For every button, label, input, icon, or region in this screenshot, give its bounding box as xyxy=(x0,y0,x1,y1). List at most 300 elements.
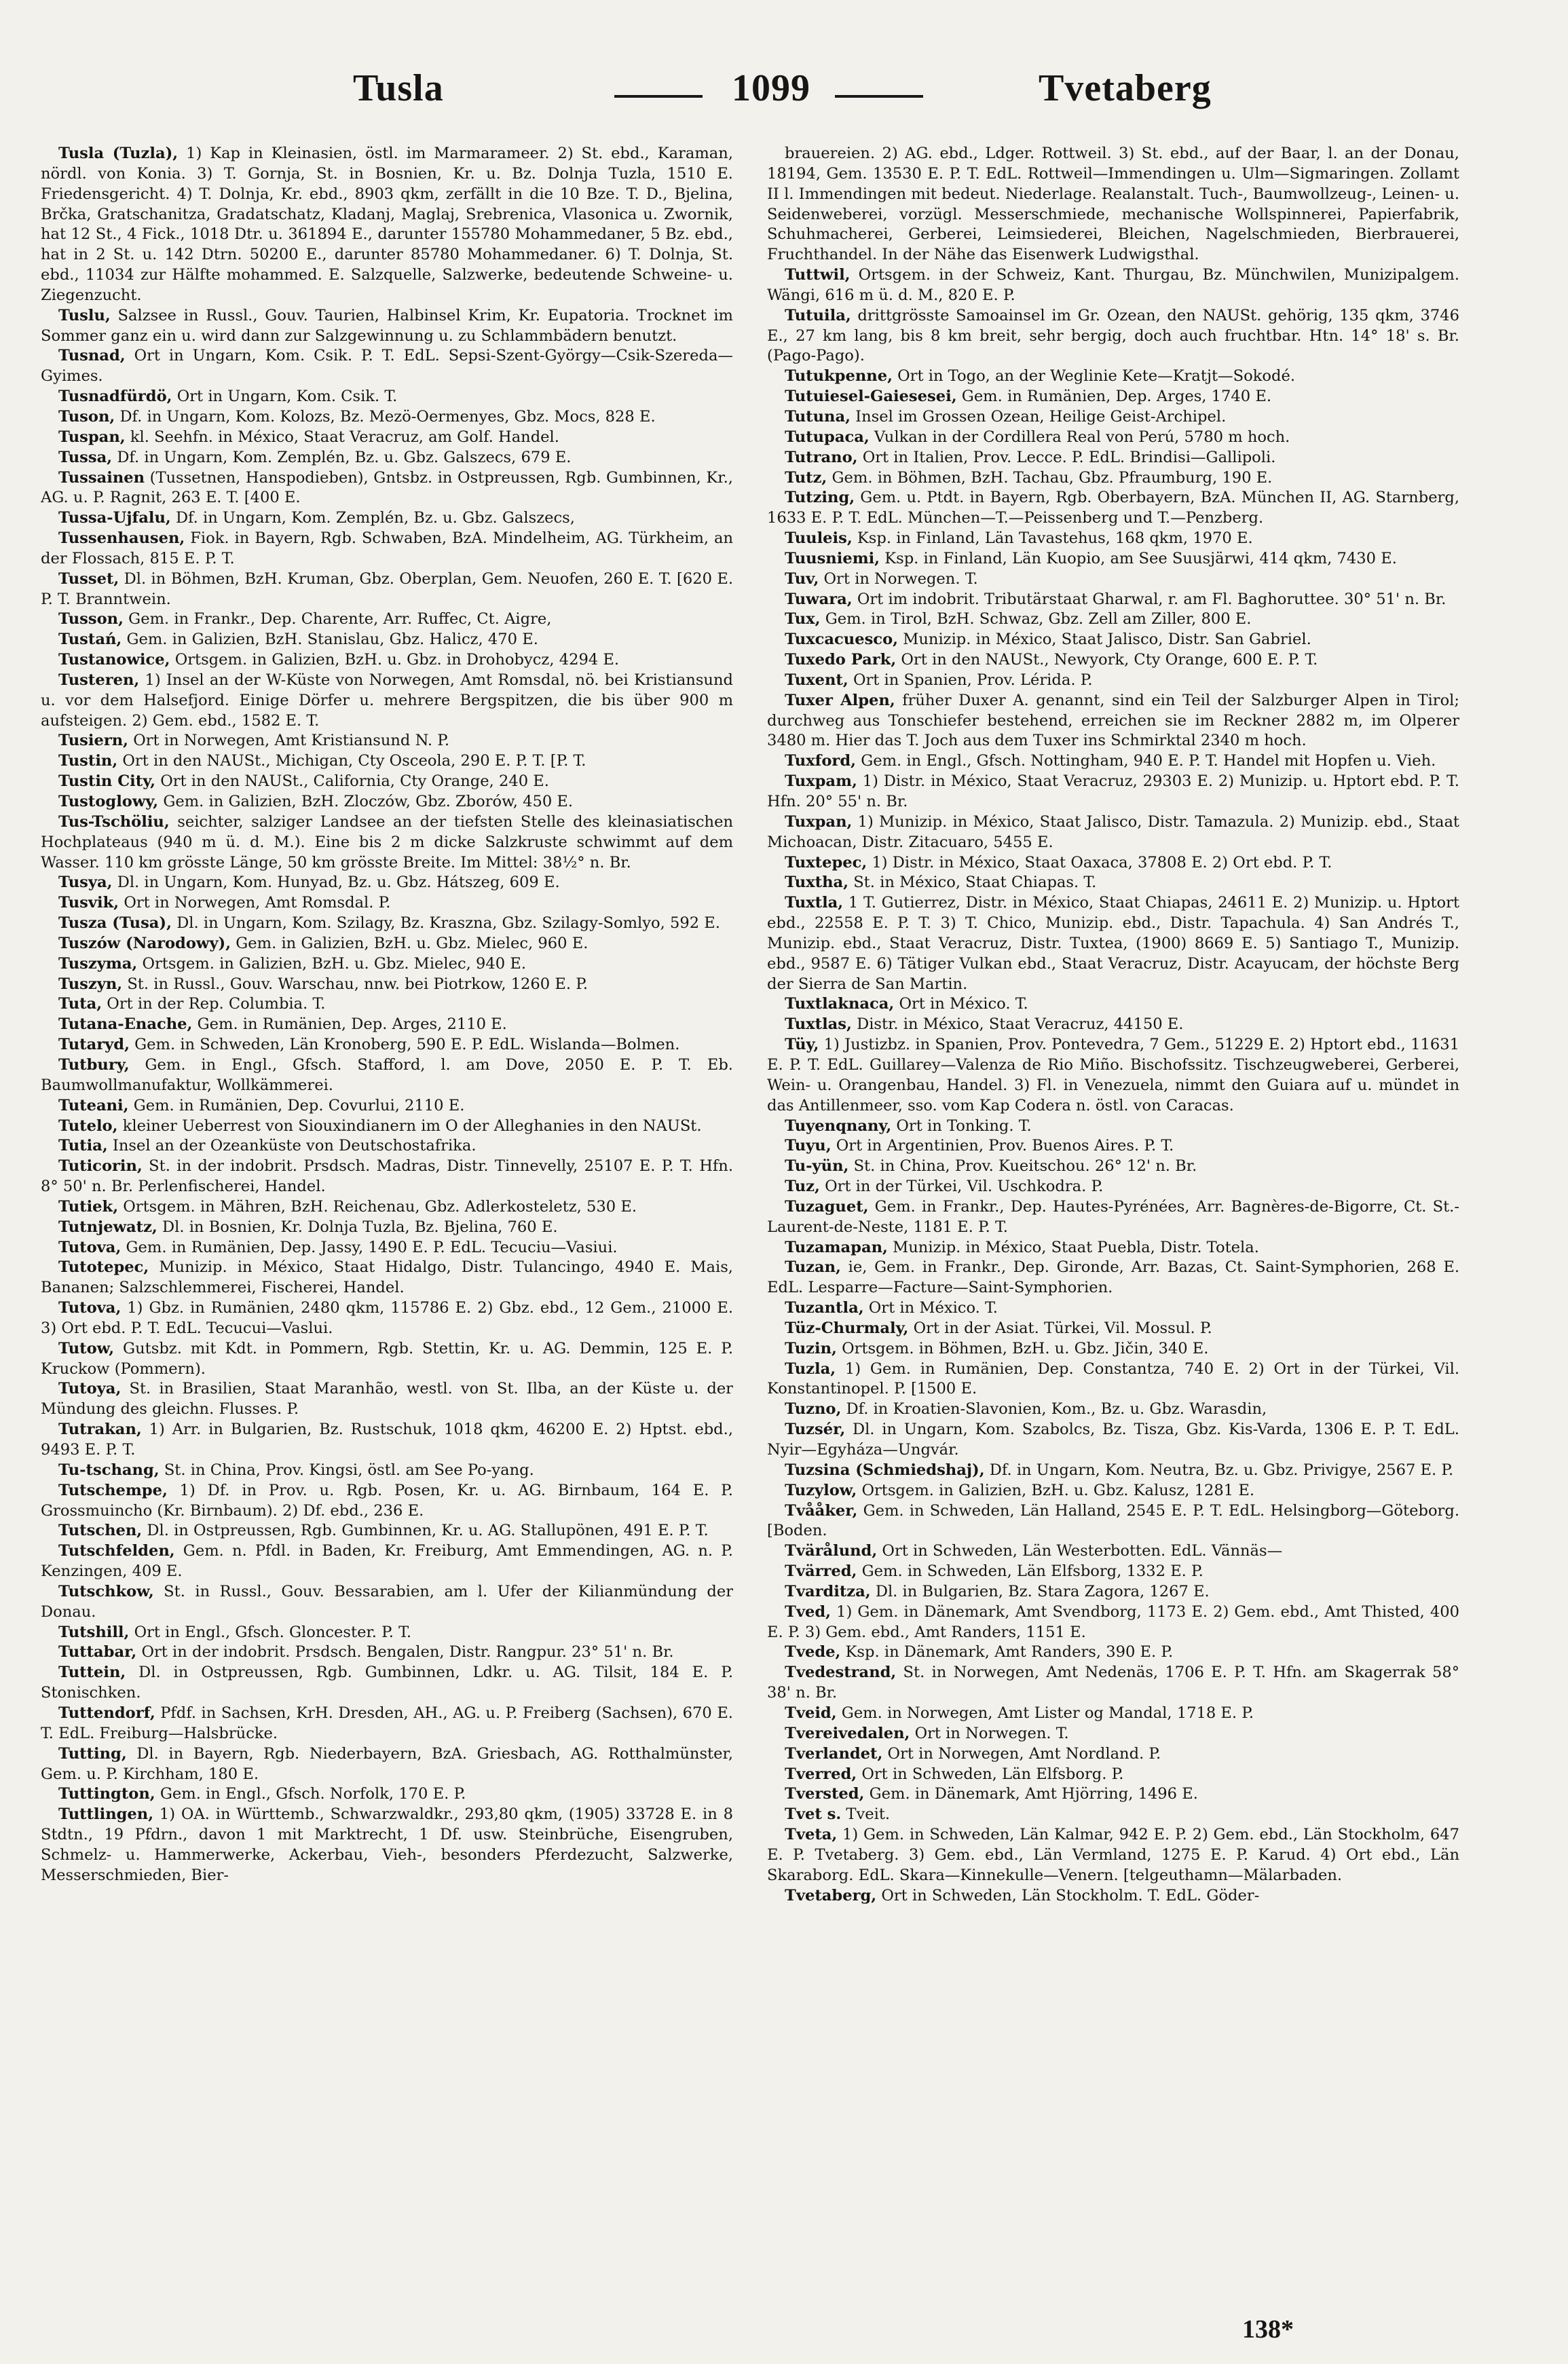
entry-text: Gem. in Galizien, BzH. u. Gbz. Mielec, 960 E. xyxy=(236,934,589,952)
entry-headword: Tuxtha, xyxy=(785,874,849,892)
dictionary-entry xyxy=(41,1582,733,1623)
entry-headword: Tussa, xyxy=(58,448,113,466)
left-column xyxy=(41,144,733,2316)
dictionary-entry xyxy=(767,1015,1459,1035)
entry-text: Dl. in Bayern, Rgb. Niederbayern, BzA. Griesbach, AG. Rotthalmünster, Gem. u. P. Kirchham, 180 E. xyxy=(41,1744,733,1783)
entry-headword: Tusson, xyxy=(58,610,124,628)
entry-headword: Tustanowice, xyxy=(58,651,170,669)
entry-text: Ort in Ungarn, Kom. Csik. P. T. EdL. Sepsi-Szent-György—Csik-Szereda—Gyimes. xyxy=(41,347,733,386)
entry-headword: Tutschen, xyxy=(58,1522,143,1540)
dictionary-entry xyxy=(767,569,1459,590)
entry-headword: Tuttabar, xyxy=(58,1643,137,1662)
dictionary-entry xyxy=(41,751,733,772)
dictionary-entry xyxy=(767,751,1459,772)
entry-headword: Tvärred, xyxy=(785,1562,857,1581)
entry-text: Ksp. in Finland, Län Tavastehus, 168 qkm, 1970 E. xyxy=(857,529,1253,548)
entry-headword: Tuxcacuesco, xyxy=(785,631,899,649)
entry-headword: Tuslu, xyxy=(58,306,111,324)
dictionary-entry xyxy=(41,529,733,569)
entry-headword: Tuzno, xyxy=(785,1400,842,1419)
entry-headword: Tux, xyxy=(785,610,821,628)
dictionary-entry xyxy=(767,306,1459,367)
dictionary-entry xyxy=(767,691,1459,752)
entry-headword: Tutupaca, xyxy=(785,428,870,446)
dictionary-entry xyxy=(767,529,1459,549)
entry-text: 1) Kap in Kleinasien, östl. im Marmarameer. 2) St. ebd., Karaman, nördl. von Konia. 3) T. Gornja, St. in Bosnien, Kr. u. Bz. Dolnja Tuzla, 1510 E. Friedensgericht. 4) T. Dolnja, Kr. ebd., 8903 qkm, zerfällt in die 10 Bze. T. D., Bjelina, Brčka, Gratschanitza, Gradatschatz, Kladanj, Maglaj, Srebrenica, Vlasonica u. Zwornik, hat 12 St., 4 Fick., 1018 Dtr. u. 361894 E., darunter 155780 Mohammedaner, 5 Bz. ebd., hat in 2 St. u. 142 Dtrn. 50200 E., darunter 85780 Mohammedaner. 6) T. Dolnja, St. ebd., 11034 zur Hälfte mohammed. E. Salzquelle, Salzwerke, bedeutende Schweine- u. Ziegenzucht. xyxy=(41,145,733,304)
entry-text: Fiok. in Bayern, Rgb. Schwaben, BzA. Mindelheim, AG. Türkheim, an der Flossach, 815 E. P. T. xyxy=(41,529,733,567)
entry-headword: Tussenhausen, xyxy=(58,529,185,548)
entry-text: Ort in Norwegen. T. xyxy=(823,569,978,588)
entry-headword: Tvet s. xyxy=(785,1805,842,1824)
entry-text: Distr. in México, Staat Veracruz, 44150 E. xyxy=(857,1015,1184,1034)
entry-headword: Tuttwil, xyxy=(785,266,851,284)
dictionary-entry xyxy=(41,893,733,914)
entry-text: Dl. in Ungarn, Kom. Hunyad, Bz. u. Gbz. Hátszeg, 609 E. xyxy=(117,874,560,892)
dictionary-entry xyxy=(767,448,1459,468)
dictionary-entry xyxy=(41,1744,733,1785)
entry-headword: Tusnad, xyxy=(58,347,126,365)
entry-headword: Tutz, xyxy=(785,468,827,487)
entry-text: Ort in Schweden, Län Westerbotten. EdL. Vännäs— xyxy=(882,1542,1283,1560)
entry-text: Ort in Spanien, Prov. Lérida. P. xyxy=(853,671,1093,689)
entry-headword: Tuson, xyxy=(58,407,115,426)
dictionary-entry xyxy=(767,468,1459,489)
dictionary-entry xyxy=(767,1136,1459,1157)
dictionary-entry xyxy=(41,934,733,954)
dictionary-entry xyxy=(767,488,1459,529)
dictionary-entry xyxy=(41,1298,733,1339)
entry-headword: Tutschfelden, xyxy=(58,1542,175,1560)
entry-text: Ort in Argentinien, Prov. Buenos Aires. P. T. xyxy=(836,1137,1174,1155)
dictionary-entry xyxy=(41,812,733,874)
entry-headword: Tutshill, xyxy=(58,1623,130,1641)
entry-headword: Tuusniemi, xyxy=(785,549,880,567)
dictionary-entry xyxy=(41,1379,733,1420)
dictionary-entry xyxy=(767,1238,1459,1258)
dictionary-entry xyxy=(767,1420,1459,1461)
dictionary-entry xyxy=(767,1602,1459,1643)
dictionary-entry xyxy=(767,1886,1459,1907)
entry-text: Ort in Schweden, Län Stockholm. T. EdL. Göder- xyxy=(881,1886,1260,1905)
page-number: 1099 xyxy=(732,67,810,109)
entry-text: 1) Justizbz. in Spanien, Prov. Pontevedra, 7 Gem., 51229 E. 2) Hptort ebd., 11631 E. P. T. EdL. Guillarey—Valenza de Rio Miño. Bischofssitz. Tischzeugweberei, Gerberei, Wein- u. Orangenbau, Handel. 3) Fl. in Venezuela, nimmt den Guiara auf u. mündet in das Antillenmeer, sso. vom Kap Codera n. östl. von Caracas. xyxy=(767,1036,1459,1114)
dictionary-entry xyxy=(41,144,733,306)
entry-text: Gem. u. Ptdt. in Bayern, Rgb. Oberbayern, BzA. München II, AG. Starnberg, 1633 E. P. T. EdL. München—T.—Peissenberg und T.—Penzberg. xyxy=(767,489,1459,527)
dictionary-entry xyxy=(41,1339,733,1380)
dictionary-entry xyxy=(41,792,733,812)
entry-text: Ortsgem. in Galizien, BzH. u. Gbz. Mielec, 940 E. xyxy=(142,954,527,973)
dictionary-entry xyxy=(41,914,733,934)
dictionary-entry xyxy=(41,346,733,387)
dictionary-entry xyxy=(41,1481,733,1522)
dictionary-entry xyxy=(41,1238,733,1258)
dictionary-entry xyxy=(767,1197,1459,1238)
header-right-word: Tvetaberg xyxy=(1039,67,1212,109)
dictionary-entry xyxy=(767,428,1459,448)
entry-headword: Tutia, xyxy=(58,1137,108,1155)
dictionary-entry xyxy=(41,1096,733,1117)
entry-text: Ortsgem. in der Schweiz, Kant. Thurgau, Bz. Münchwilen, Munizipalgem. Wängi, 616 m ü. d. M., 820 E. P. xyxy=(767,266,1459,304)
entry-headword: Tutuila, xyxy=(785,306,851,324)
dictionary-entry xyxy=(767,1784,1459,1805)
entry-text: 1) Gem. in Rumänien, Dep. Constantza, 740 E. 2) Ort in der Türkei, Vil. Konstantinopel. P. [1500 E. xyxy=(767,1359,1459,1398)
entry-text: Munizip. in México, Staat Puebla, Distr. Totela. xyxy=(893,1238,1259,1256)
entry-text: Gem. in Engl., Gfsch. Norfolk, 170 E. P. xyxy=(160,1785,466,1803)
entry-text: Gem. in Dänemark, Amt Hjörring, 1496 E. xyxy=(869,1785,1198,1803)
entry-text: Gem. in Frankr., Dep. Charente, Arr. Ruffec, Ct. Aigre, xyxy=(128,610,552,628)
entry-headword: Tuttein, xyxy=(58,1664,126,1682)
dictionary-entry xyxy=(767,1400,1459,1420)
dictionary-entry xyxy=(767,772,1459,812)
dictionary-entry xyxy=(767,265,1459,306)
entry-text: Salzsee in Russl., Gouv. Taurien, Halbinsel Krim, Kr. Eupatoria. Trocknet im Sommer ganz ein u. wird dann zur Salzgewinnung u. zu Schlammbädern benutzt. xyxy=(41,306,733,345)
entry-text: Ort in Engl., Gfsch. Gloncester. P. T. xyxy=(134,1623,412,1641)
entry-text: Munizip. in México, Staat Jalisco, Distr. San Gabriel. xyxy=(903,631,1311,649)
entry-headword: Tu-yün, xyxy=(785,1157,849,1176)
entry-headword: Tverlandet, xyxy=(785,1744,883,1763)
entry-headword: Tuta, xyxy=(58,995,102,1013)
entry-headword: Tvedestrand, xyxy=(785,1664,897,1682)
entry-headword: Tusza (Tusa), xyxy=(58,914,172,933)
entry-headword: Tutting, xyxy=(58,1744,127,1763)
entry-headword: Tutiek, xyxy=(58,1197,119,1216)
entry-text: 1) Df. in Prov. u. Rgb. Posen, Kr. u. AG. Birnbaum, 164 E. P. Grossmuincho (Kr. Birnbaum). 2) Df. ebd., 236 E. xyxy=(41,1481,733,1520)
dictionary-entry xyxy=(767,630,1459,650)
dictionary-entry xyxy=(767,590,1459,610)
entry-headword: Tuyenqnany, xyxy=(785,1117,892,1135)
dictionary-entry xyxy=(41,1663,733,1704)
dictionary-entry xyxy=(767,1035,1459,1116)
entry-text: Ortsgem. in Mähren, BzH. Reichenau, Gbz. Adlerkosteletz, 530 E. xyxy=(123,1197,637,1216)
entry-headword: Tuzan, xyxy=(785,1258,841,1277)
entry-headword: Tutana-Enache, xyxy=(58,1015,193,1034)
entry-text: Ortsgem. in Böhmen, BzH. u. Gbz. Jičin, 340 E. xyxy=(842,1339,1209,1357)
dictionary-entry xyxy=(41,569,733,610)
dictionary-entry xyxy=(41,1015,733,1035)
entry-headword: Tveid, xyxy=(785,1704,837,1722)
dictionary-entry xyxy=(767,873,1459,893)
entry-text: Pfdf. in Sachsen, KrH. Dresden, AH., AG. u. P. Freiberg (Sachsen), 670 E. T. EdL. Freiburg—Halsbrücke. xyxy=(41,1704,733,1742)
dictionary-entry xyxy=(41,306,733,347)
dictionary-entry xyxy=(767,812,1459,853)
entry-headword: Tusset, xyxy=(58,569,119,588)
dictionary-entry xyxy=(41,1623,733,1643)
entry-text: St. in Brasilien, Staat Maranhão, westl. von St. Ilba, an der Küste u. der Mündung des gleichn. Flusses. P. xyxy=(41,1380,733,1419)
entry-text: 1) Distr. in México, Staat Veracruz, 29303 E. 2) Munizip. u. Hptort ebd. P. T. Hfn. 20° 55' n. Br. xyxy=(767,772,1459,810)
entry-headword: Tusla (Tuzla), xyxy=(58,145,179,162)
entry-text: Gem. in Engl., Gfsch. Stafford, l. am Dove, 2050 E. P. T. Eb. Baumwollmanufaktur, Wollkämmerei. xyxy=(41,1055,733,1094)
entry-headword: Tutschempe, xyxy=(58,1481,168,1499)
entry-headword: Tuspan, xyxy=(58,428,126,446)
entry-text: Ksp. in Finland, Län Kuopio, am See Suusjärwi, 414 qkm, 7430 E. xyxy=(884,549,1397,567)
page-header xyxy=(0,67,1568,121)
entry-headword: Tutuna, xyxy=(785,407,851,426)
entry-text: Dl. in Böhmen, BzH. Kruman, Gbz. Oberplan, Gem. Neuofen, 260 E. T. [620 E. P. T. Branntwein. xyxy=(41,569,733,608)
entry-text: Ort in Norwegen, Amt Kristiansund N. P. xyxy=(133,732,450,750)
dictionary-entry xyxy=(41,650,733,671)
dictionary-entry xyxy=(767,407,1459,428)
dictionary-entry xyxy=(767,1663,1459,1704)
entry-headword: Tvereivedalen, xyxy=(785,1724,910,1742)
dictionary-entry xyxy=(41,1197,733,1218)
dictionary-entry xyxy=(767,549,1459,569)
dictionary-entry xyxy=(41,448,733,468)
entry-text: Dl. in Bosnien, Kr. Dolnja Tuzla, Bz. Bjelina, 760 E. xyxy=(162,1218,558,1236)
entry-headword: Tu-tschang, xyxy=(58,1461,160,1479)
dictionary-entry xyxy=(767,1501,1459,1542)
entry-text: Gem. in Galizien, BzH. Stanislau, Gbz. Halicz, 470 E. xyxy=(126,631,538,649)
dictionary-entry xyxy=(767,1461,1459,1481)
dictionary-entry xyxy=(41,1521,733,1541)
dictionary-entry xyxy=(767,671,1459,691)
entry-headword: Tutrakan, xyxy=(58,1421,142,1439)
entry-text: Insel an der Ozeanküste von Deutschostafrika. xyxy=(112,1137,477,1155)
dictionary-entry xyxy=(41,428,733,448)
dictionary-entry xyxy=(767,1582,1459,1602)
dictionary-entry xyxy=(767,650,1459,671)
entry-text: Munizip. in México, Staat Hidalgo, Distr. Tulancingo, 4940 E. Mais, Bananen; Salzschlemmerei, Fischerei, Handel. xyxy=(41,1258,733,1297)
dictionary-entry xyxy=(41,1136,733,1157)
entry-headword: Tuv, xyxy=(785,569,819,588)
dictionary-entry xyxy=(767,1319,1459,1339)
dictionary-entry xyxy=(767,1481,1459,1501)
entry-headword: Tutnjewatz, xyxy=(58,1218,157,1236)
signature-mark: 138* xyxy=(1242,2315,1294,2344)
entry-text: (Tussetnen, Hanspodieben), Gntsbz. in Ostpreussen, Rgb. Gumbinnen, Kr., AG. u. P. Ragnit, 263 E. T. [400 E. xyxy=(41,468,733,507)
entry-text: Gem. in Galizien, BzH. Zloczów, Gbz. Zborów, 450 E. xyxy=(163,793,574,810)
entry-headword: Tustoglowy, xyxy=(58,793,159,810)
dictionary-entry xyxy=(41,1035,733,1055)
entry-text: Ort in Schweden, Län Elfsborg. P. xyxy=(861,1765,1124,1783)
entry-headword: Tuttlingen, xyxy=(58,1805,154,1824)
dictionary-entry xyxy=(41,1805,733,1885)
dictionary-entry xyxy=(767,1339,1459,1359)
entry-headword: Tuxpam, xyxy=(785,772,857,791)
entry-headword: Tutelo, xyxy=(58,1117,118,1135)
entry-text: Ort in México. T. xyxy=(868,1299,998,1317)
entry-headword: Tuxtlas, xyxy=(785,1015,852,1034)
entry-headword: Tuxent, xyxy=(785,671,848,689)
entry-text: ie, Gem. in Frankr., Dep. Gironde, Arr. Bazas, Ct. Saint-Symphorien, 268 E. EdL. Lesparre—Facture—Saint-Symphorien. xyxy=(767,1258,1459,1297)
dictionary-entry xyxy=(41,994,733,1015)
entry-headword: Tutova, xyxy=(58,1299,122,1317)
entry-text: Dl. in Bulgarien, Bz. Stara Zagora, 1267 E. xyxy=(875,1582,1210,1600)
entry-headword: Tvärålund, xyxy=(785,1542,878,1560)
entry-headword: Tutova, xyxy=(58,1238,122,1256)
entry-headword: Tüz-Churmaly, xyxy=(785,1319,909,1337)
dictionary-entry xyxy=(767,1765,1459,1785)
dictionary-entry xyxy=(767,1724,1459,1744)
dictionary-entry xyxy=(41,873,733,893)
entry-headword: Tuszyn, xyxy=(58,975,123,993)
entry-headword: Tuszów (Narodowy), xyxy=(58,934,231,952)
dictionary-entry xyxy=(41,975,733,995)
dictionary-entry xyxy=(41,468,733,509)
dictionary-entry xyxy=(41,609,733,630)
dictionary-entry xyxy=(767,893,1459,994)
entry-text: 1) Munizip. in México, Staat Jalisco, Distr. Tamazula. 2) Munizip. ebd., Staat Michoacan, Distr. Zitacuaro, 5455 E. xyxy=(767,812,1459,851)
entry-text: Gem. in Rumänien, Dep. Arges, 1740 E. xyxy=(961,388,1272,406)
dictionary-entry xyxy=(767,1298,1459,1319)
entry-headword: Tusiern, xyxy=(58,732,129,750)
entry-text: Tveit. xyxy=(846,1805,891,1824)
entry-text: 1) OA. in Württemb., Schwarzwaldkr., 293,80 qkm, (1905) 33728 E. in 8 Stdtn., 19 Pfdrn., davon 1 mit Marktrecht, 1 Df. usw. Steinbrüche, Eisengruben, Schmelz- u. Hammerwerke, Ackerbau, Vieh-, besonders Pferdezucht, Salzwerke, Messerschmieden, Bier- xyxy=(41,1805,733,1884)
entry-headword: Tuxford, xyxy=(785,752,856,770)
entry-headword: Tutaryd, xyxy=(58,1036,130,1054)
entry-text: St. in Russl., Gouv. Warschau, nnw. bei Piotrkow, 1260 E. P. xyxy=(127,975,589,993)
dictionary-entry xyxy=(41,1420,733,1461)
dictionary-entry xyxy=(41,630,733,650)
entry-headword: Tutotepec, xyxy=(58,1258,149,1277)
dictionary-entry xyxy=(767,994,1459,1015)
dictionary-entry xyxy=(41,772,733,792)
dictionary-entry xyxy=(41,1218,733,1238)
entry-text: Gem. in Rumänien, Dep. Arges, 2110 E. xyxy=(197,1015,507,1034)
entry-headword: Tus-Tschöliu, xyxy=(58,812,170,831)
entry-headword: Tvetaberg, xyxy=(785,1886,877,1905)
entry-headword: Tusvik, xyxy=(58,894,119,912)
entry-headword: Tuzsina (Schmiedshaj), xyxy=(785,1461,985,1479)
entry-headword: Tutschkow, xyxy=(58,1582,154,1600)
dictionary-entry xyxy=(767,1805,1459,1825)
entry-text: St. in Russl., Gouv. Bessarabien, am l. Ufer der Kilianmündung der Donau. xyxy=(41,1582,733,1621)
entry-text: 1) Arr. in Bulgarien, Bz. Rustschuk, 1018 qkm, 46200 E. 2) Hptst. ebd., 9493 E. P. T. xyxy=(41,1421,733,1459)
entry-headword: Tusteren, xyxy=(58,671,140,689)
entry-text: 1) Gbz. in Rumänien, 2480 qkm, 115786 E. 2) Gbz. ebd., 12 Gem., 21000 E. 3) Ort ebd. P. T. EdL. Tecucui—Vaslui. xyxy=(41,1299,733,1337)
entry-headword: Tüy, xyxy=(785,1036,819,1054)
entry-text: Ort im indobrit. Tributärstaat Gharwal, r. am Fl. Baghoruttee. 30° 51' n. Br. xyxy=(857,590,1446,608)
dictionary-entry xyxy=(767,1258,1459,1298)
dictionary-entry xyxy=(767,609,1459,630)
entry-headword: Tuz, xyxy=(785,1178,820,1196)
entry-headword: Tuzamapan, xyxy=(785,1238,888,1256)
dictionary-entry xyxy=(767,387,1459,407)
entry-text: St. in China, Prov. Kueitschou. 26° 12' n. Br. xyxy=(853,1157,1197,1176)
dictionary-entry xyxy=(41,387,733,407)
entry-text: Ort in der Türkei, Vil. Uschkodra. P. xyxy=(825,1178,1104,1196)
entry-text: Gem. in Schweden, Län Halland, 2545 E. P. T. EdL. Helsingborg—Göteborg. [Boden. xyxy=(767,1501,1459,1540)
right-column xyxy=(767,144,1459,2316)
entry-text: Df. in Ungarn, Kom. Zemplén, Bz. u. Gbz. Galszecs, xyxy=(175,509,575,527)
entry-headword: Tusya, xyxy=(58,874,113,892)
dictionary-entry xyxy=(41,1461,733,1481)
entry-text: Gem. in Rumänien, Dep. Jassy, 1490 E. P. EdL. Tecuciu—Vasiui. xyxy=(126,1238,618,1256)
dictionary-entry xyxy=(41,1117,733,1137)
entry-headword: Tverred, xyxy=(785,1765,857,1783)
dictionary-entry xyxy=(41,731,733,751)
entry-headword: Tuzla, xyxy=(785,1359,836,1378)
dictionary-entry xyxy=(41,1541,733,1582)
entry-headword: Tuyu, xyxy=(785,1137,832,1155)
entry-text: Ort in den NAUSt., Michigan, Cty Osceola, 290 E. P. T. [P. T. xyxy=(122,752,586,770)
entry-text: Ortsgem. in Galizien, BzH. u. Gbz. Kalusz, 1281 E. xyxy=(861,1481,1255,1499)
entry-text: Df. in Ungarn, Kom. Zemplén, Bz. u. Gbz. Galszecs, 679 E. xyxy=(117,448,572,466)
entry-headword: Tveta, xyxy=(785,1826,838,1844)
entry-headword: Tustin City, xyxy=(58,772,156,791)
header-rule-left xyxy=(614,95,703,98)
entry-headword: Tutuiesel-Gaiesesei, xyxy=(785,388,957,406)
entry-headword: Tuxer Alpen, xyxy=(785,691,895,709)
entry-headword: Tved, xyxy=(785,1602,831,1621)
entry-headword: Tuttendorf, xyxy=(58,1704,155,1722)
entry-text: Ort in México. T. xyxy=(899,995,1028,1013)
entry-headword: Tuzsér, xyxy=(785,1421,846,1439)
entry-text: St. in China, Prov. Kingsi, östl. am See Po-yang. xyxy=(164,1461,534,1479)
entry-text: Ort in der indobrit. Prsdsch. Bengalen, Distr. Rangpur. 23° 51' n. Br. xyxy=(141,1643,674,1662)
entry-text: St. in Norwegen, Amt Nedenäs, 1706 E. P. T. Hfn. am Skagerrak 58° 38' n. Br. xyxy=(767,1664,1459,1702)
dictionary-entry xyxy=(767,367,1459,387)
entry-text: Ort in Tonking. T. xyxy=(896,1117,1032,1135)
entry-headword: Tversted, xyxy=(785,1785,865,1803)
entry-text: Dl. in Ungarn, Kom. Szilagy, Bz. Kraszna, Gbz. Szilagy-Somlyo, 592 E. xyxy=(176,914,720,933)
entry-headword: Tusnadfürdö, xyxy=(58,388,172,406)
entry-text: Ort in Ungarn, Kom. Csik. T. xyxy=(176,388,398,406)
dictionary-entry xyxy=(767,1704,1459,1724)
entry-text: drittgrösste Samoainsel im Gr. Ozean, den NAUSt. gehörig, 135 qkm, 3746 E., 27 km lang, bis 8 km breit, sehr bergig, doch auch fruchtbar. Htn. 14° 18' s. Br. (Pago-Pago). xyxy=(767,306,1459,365)
dictionary-entry xyxy=(41,508,733,529)
entry-headword: Tuxtlaknaca, xyxy=(785,995,895,1013)
dictionary-entry xyxy=(41,1643,733,1663)
entry-text: Ort in Norwegen. T. xyxy=(914,1724,1069,1742)
entry-text: Gem. n. Pfdl. in Baden, Kr. Freiburg, Amt Emmendingen, AG. n. P. Kenzingen, 409 E. xyxy=(41,1542,733,1581)
entry-headword: Tuxpan, xyxy=(785,812,853,831)
entry-text: früher Duxer A. genannt, sind ein Teil der Salzburger Alpen in Tirol; durchweg aus Tonschiefer bestehend, erreichen sie im Reckner 2882 m, im Olperer 3480 m. Hier das T. Joch aus dem Tuxer ins Schmirktal 2340 m hoch. xyxy=(767,691,1459,750)
entry-text: Ort in Italien, Prov. Lecce. P. EdL. Brindisi—Gallipoli. xyxy=(862,448,1276,466)
entry-text: brauereien. 2) AG. ebd., Ldger. Rottweil. 3) St. ebd., auf der Baar, l. an der Donau, 18194, Gem. 13530 E. P. T. EdL. Rottweil—Immendingen u. Ulm—Sigmaringen. Zollamt II l. Immendingen mit bedeut. Niederlage. Realanstalt. Tuch-, Baumwollzeug-, Leinen- u. Seidenweberei, vorzügl. Messerschmiede, mechanische Wollspinnerei, Papierfabrik, Schuhmacherei, Gerberei, Leimsiederei, Bleichen, Nagelschmieden, Bierbrauerei, Fruchthandel. In der Nähe das Eisenwerk Ludwigsthal. xyxy=(767,145,1459,264)
entry-text: Gem. in Tirol, BzH. Schwaz, Gbz. Zell am Ziller, 800 E. xyxy=(825,610,1252,628)
dictionary-entry xyxy=(767,853,1459,874)
dictionary-entry xyxy=(41,954,733,975)
entry-headword: Tutow, xyxy=(58,1339,115,1357)
entry-text: Gutsbz. mit Kdt. in Pommern, Rgb. Stettin, Kr. u. AG. Demmin, 125 E. P. Kruckow (Pommern). xyxy=(41,1339,733,1378)
entry-text: Dl. in Ostpreussen, Rgb. Gumbinnen, Kr. u. AG. Stallupönen, 491 E. P. T. xyxy=(147,1522,709,1540)
entry-headword: Tutzing, xyxy=(785,489,855,507)
entry-headword: Tussainen xyxy=(58,468,145,487)
dictionary-entry xyxy=(767,1744,1459,1765)
entry-headword: Tuwara, xyxy=(785,590,853,608)
dictionary-entry xyxy=(41,1055,733,1096)
entry-text: Insel im Grossen Ozean, Heilige Geist-Archipel. xyxy=(855,407,1227,426)
dictionary-entry xyxy=(767,1541,1459,1562)
entry-headword: Tuuleis, xyxy=(785,529,853,548)
dictionary-entry xyxy=(41,1704,733,1744)
entry-text: 1) Gem. in Dänemark, Amt Svendborg, 1173 E. 2) Gem. ebd., Amt Thisted, 400 E. P. 3) Gem. ebd., Amt Randers, 1151 E. xyxy=(767,1602,1459,1641)
entry-headword: Tuxtepec, xyxy=(785,853,867,871)
dictionary-entry xyxy=(767,1825,1459,1886)
entry-text: Gem. in Schweden, Län Elfsborg, 1332 E. P. xyxy=(861,1562,1203,1581)
dictionary-entry xyxy=(41,407,733,428)
entry-text: Ort in der Rep. Columbia. T. xyxy=(107,995,326,1013)
entry-headword: Tutoya, xyxy=(58,1380,122,1398)
entry-text: Gem. in Frankr., Dep. Hautes-Pyrénées, Arr. Bagnères-de-Bigorre, Ct. St.-Laurent-de-Neste, 1181 E. P. T. xyxy=(767,1197,1459,1236)
entry-headword: Tustań, xyxy=(58,631,122,649)
entry-headword: Tuttington, xyxy=(58,1785,155,1803)
dictionary-entry xyxy=(767,1359,1459,1400)
dictionary-entry xyxy=(41,1157,733,1197)
entry-text: Gem. in Engl., Gfsch. Nottingham, 940 E. P. T. Handel mit Hopfen u. Vieh. xyxy=(861,752,1436,770)
dictionary-entry xyxy=(41,1784,733,1805)
entry-headword: Tvarditza, xyxy=(785,1582,871,1600)
entry-headword: Tutbury, xyxy=(58,1055,130,1074)
header-left-word: Tusla xyxy=(353,67,444,109)
entry-text: Gem. in Böhmen, BzH. Tachau, Gbz. Pfraumburg, 190 E. xyxy=(832,468,1273,487)
entry-text: Ort in Norwegen, Amt Romsdal. P. xyxy=(124,894,391,912)
dictionary-entry xyxy=(767,1562,1459,1582)
dictionary-entry xyxy=(767,1177,1459,1197)
entry-text: Ort in der Asiat. Türkei, Vil. Mossul. P. xyxy=(913,1319,1212,1337)
entry-text: Ort in Togo, an der Weglinie Kete—Kratjt—Sokodé. xyxy=(897,367,1296,386)
entry-text: kleiner Ueberrest von Siouxindianern im O der Alleghanies in den NAUSt. xyxy=(122,1117,702,1135)
